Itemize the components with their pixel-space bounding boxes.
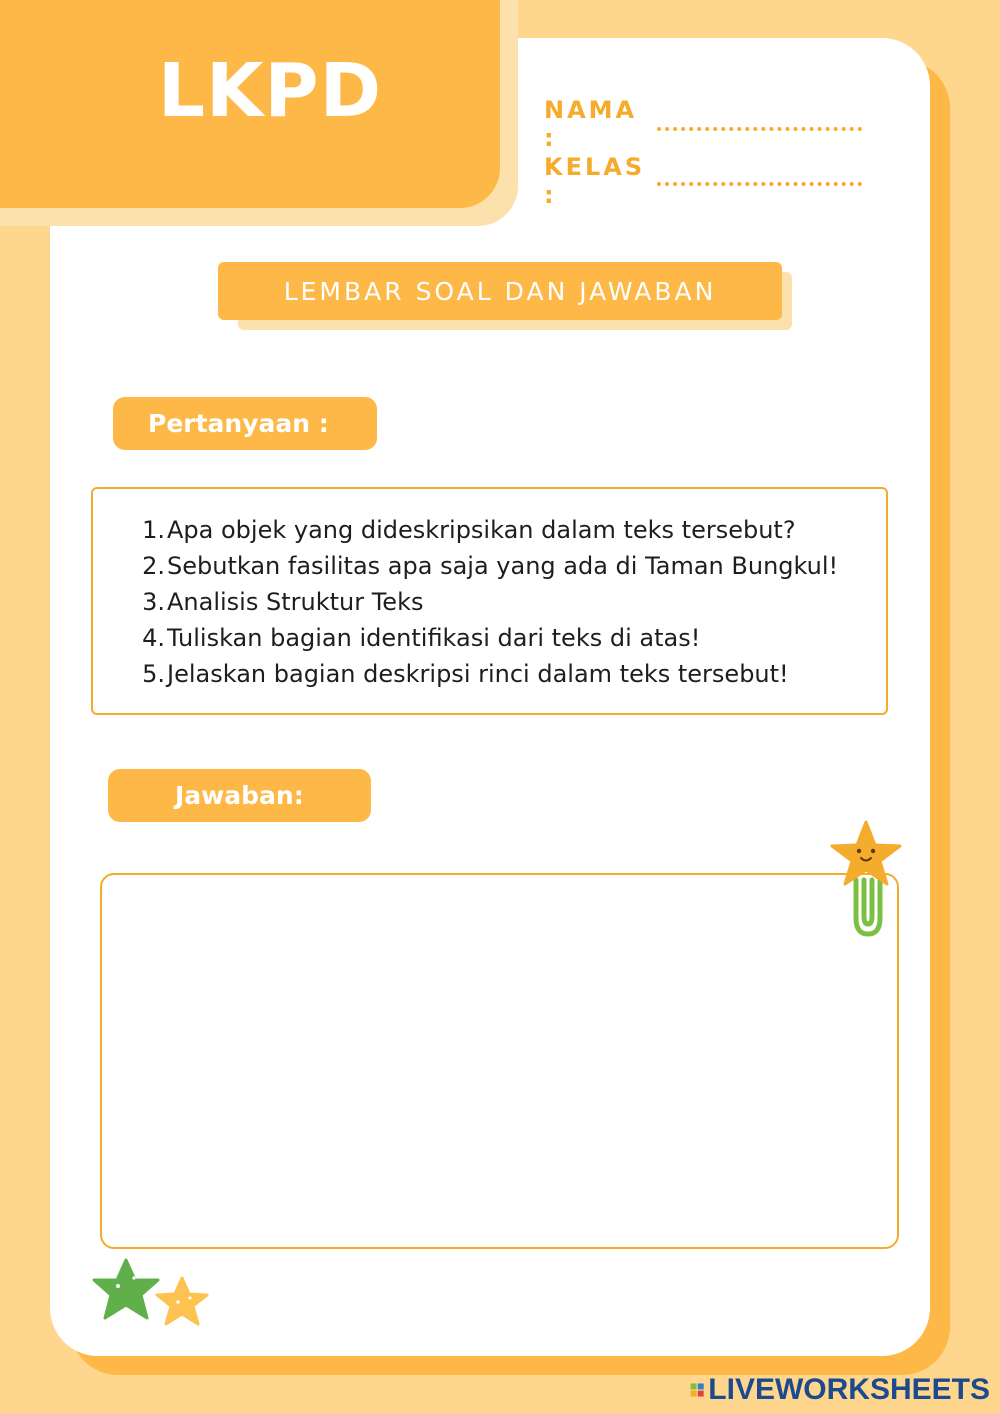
questions-box	[91, 487, 888, 715]
answer-input-box[interactable]	[100, 873, 899, 1249]
question-item	[93, 620, 886, 656]
question-text: Analisis Struktur Teks	[167, 588, 424, 616]
question-item	[93, 512, 886, 548]
question-text: Tuliskan bagian identifikasi dari teks di atas!	[167, 624, 701, 652]
question-number: 2.	[142, 552, 165, 580]
star-paperclip-icon	[826, 818, 906, 942]
decorative-stars-icon	[92, 1252, 220, 1338]
question-item	[93, 656, 886, 692]
name-label: NAMA :	[544, 96, 638, 152]
page-title: LKPD	[157, 48, 383, 134]
question-number: 3.	[142, 588, 165, 616]
question-text: Apa objek yang dideskripsikan dalam teks tersebut?	[167, 516, 796, 544]
question-item	[93, 584, 886, 620]
liveworksheets-logo-icon	[690, 1378, 704, 1402]
worksheet-title: LEMBAR SOAL DAN JAWABAN	[218, 262, 782, 320]
class-field[interactable]	[657, 182, 862, 186]
questions-label: Pertanyaan :	[113, 397, 377, 450]
question-item	[93, 548, 886, 584]
name-field[interactable]	[657, 127, 862, 131]
question-number: 5.	[142, 660, 165, 688]
question-number: 4.	[142, 624, 165, 652]
answer-label: Jawaban:	[108, 769, 371, 822]
question-list	[93, 489, 886, 692]
class-label: KELAS :	[544, 153, 646, 209]
brand-name: LIVEWORKSHEETS	[708, 1373, 990, 1406]
question-number: 1.	[142, 516, 165, 544]
question-text: Jelaskan bagian deskripsi rinci dalam teks tersebut!	[167, 660, 789, 688]
question-text: Sebutkan fasilitas apa saja yang ada di Taman Bungkul!	[167, 552, 839, 580]
footer-brand	[690, 1372, 990, 1408]
